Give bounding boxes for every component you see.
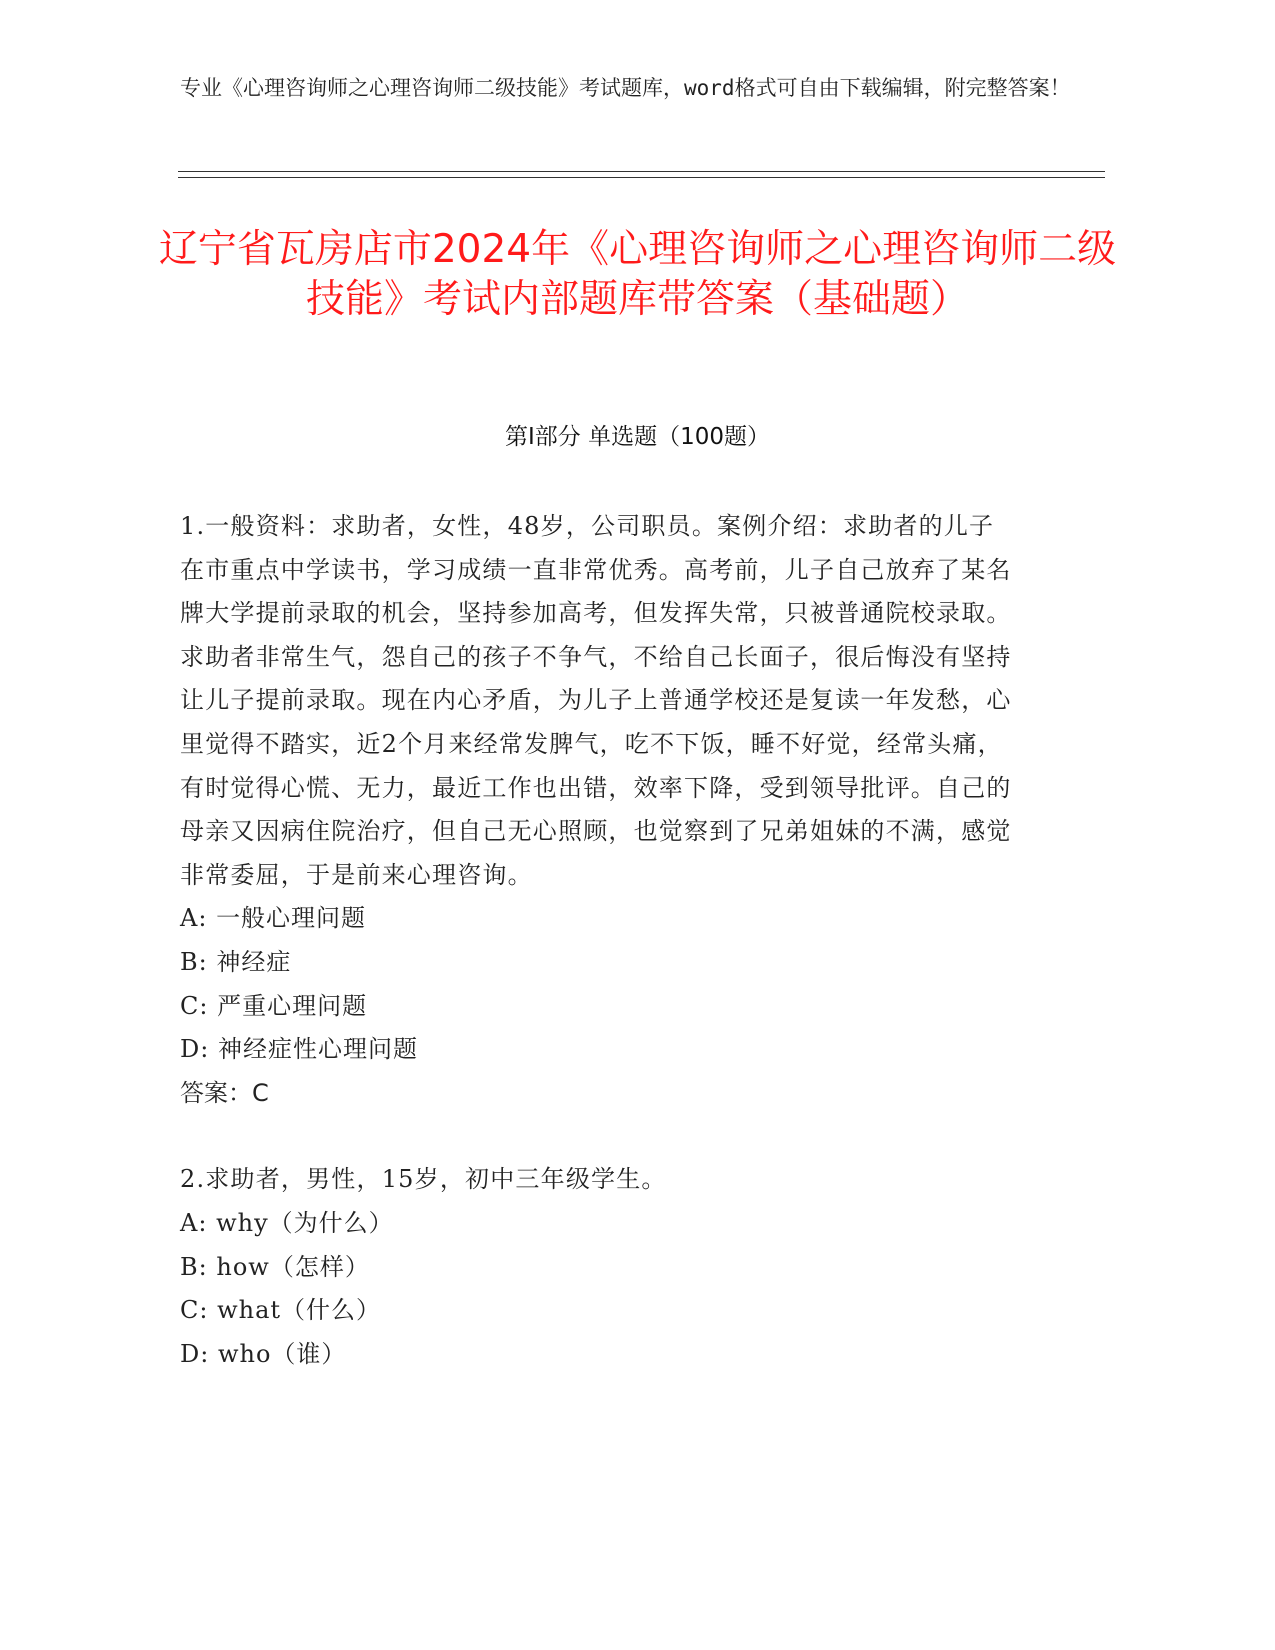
option-key: D: — [180, 1339, 210, 1368]
option-key: B: — [180, 947, 208, 976]
option-text: 严重心理问题 — [217, 991, 368, 1020]
option-key: A: — [180, 1208, 208, 1237]
option-text: why（为什么） — [216, 1208, 394, 1237]
option-a — [180, 897, 1015, 941]
section-title: 第I部分 单选题（100题） — [505, 424, 770, 450]
option-text: what（什么） — [217, 1296, 382, 1325]
option-key: C: — [180, 991, 209, 1020]
option-text: 神经症 — [216, 947, 292, 976]
question-1 — [180, 505, 1015, 1115]
answer-line: 答案：C — [180, 1078, 269, 1107]
document-title: 辽宁省瓦房店市2024年《心理咨询师之心理咨询师二级技能》考试内部题库带答案（基础题） — [158, 227, 1117, 322]
question-2 — [180, 1158, 1015, 1376]
question-stem: 2.求助者，男性，15岁，初中三年级学生。 — [180, 1165, 667, 1194]
option-d — [180, 1028, 1015, 1072]
option-text: 一般心理问题 — [216, 904, 367, 933]
header-divider-top — [178, 171, 1105, 172]
option-d — [180, 1333, 1015, 1377]
option-key: D: — [180, 1035, 210, 1064]
option-text: how（怎样） — [216, 1252, 370, 1281]
option-key: A: — [180, 904, 208, 933]
header-divider-bottom — [178, 177, 1105, 178]
option-key: C: — [180, 1296, 209, 1325]
option-text: who（谁） — [217, 1339, 347, 1368]
header-note: 专业《心理咨询师之心理咨询师二级技能》考试题库，word格式可自由下载编辑，附完整答案！ — [180, 76, 1071, 100]
option-a — [180, 1202, 1015, 1246]
option-c — [180, 985, 1015, 1029]
option-text: 神经症性心理问题 — [217, 1035, 418, 1064]
option-b — [180, 941, 1015, 985]
option-key: B: — [180, 1252, 208, 1281]
option-b — [180, 1246, 1015, 1290]
question-stem: 1.一般资料：求助者，女性，48岁，公司职员。案例介绍：求助者的儿子在市重点中学读书，学习成绩一直非常优秀。高考前，儿子自己放弃了某名牌大学提前录取的机会，坚持参加高考，但发挥失常，只被普通院校录取。求助者非常生气，怨自己的孩子不争气，不给自己长面子，很后悔没有坚持让儿子提前录取。现在内心矛盾，为儿子上普通学校还是复读一年发愁，心里觉得不踏实，近2个月来经常发脾气，吃不下饭，睡不好觉，经常头痛，有时觉得心慌、无力，最近工作也出错，效率下降，受到领导批评。自己的母亲又因病住院治疗，但自己无心照顾，也觉察到了兄弟姐妹的不满，感觉非常委屈，于是前来心理咨询。 — [180, 512, 1012, 889]
question-list — [180, 505, 1015, 1419]
option-c — [180, 1289, 1015, 1333]
